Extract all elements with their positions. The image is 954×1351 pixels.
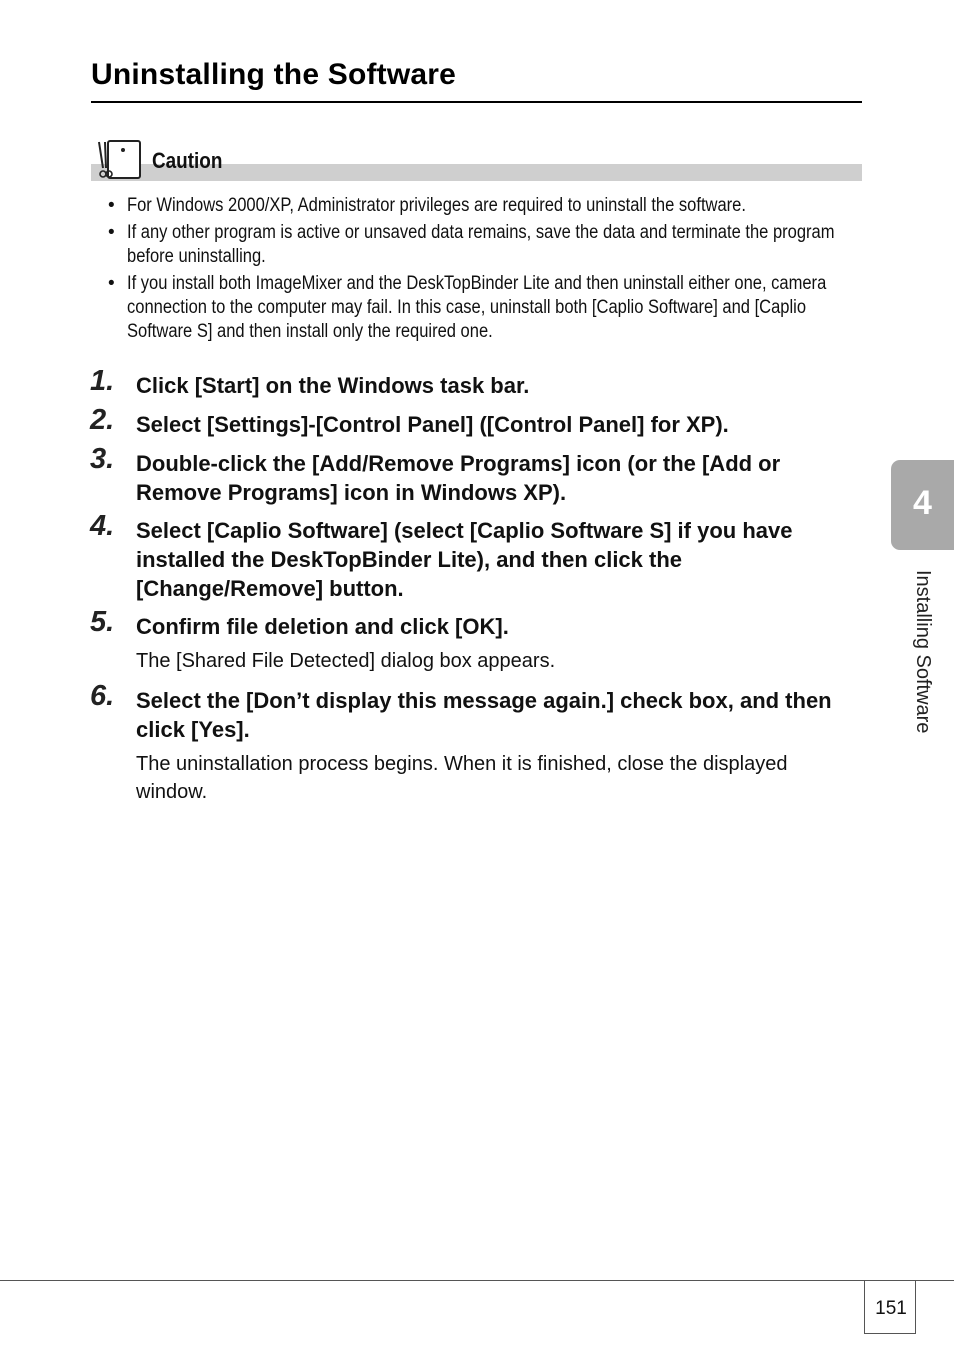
step-note: The [Shared File Detected] dialog box appears.: [136, 650, 556, 672]
step-note: The uninstallation process begins. When it is finished, close the displayed window.: [136, 753, 788, 803]
list-item: • If any other program is active or unsaved data remains, save the data and terminate the program before uninstalling.: [108, 222, 835, 267]
chapter-number: 4: [913, 484, 932, 522]
page-number-box: [864, 1280, 916, 1334]
step-number: 4.: [90, 510, 115, 542]
step-2: [90, 404, 860, 439]
step-text: Double-click the [Add/Remove Programs] icon (or the [Add or Remove Programs] icon in Windows XP).: [136, 451, 781, 505]
step-text: Select [Caplio Software] (select [Caplio Software S] if you have installed the DeskTopBinder Lite), and then click the [Change/Remove] button.: [136, 518, 793, 601]
step-3: [90, 443, 860, 507]
footer-rule: [0, 1280, 954, 1281]
step-number: 3.: [90, 443, 115, 475]
chapter-tab: [891, 460, 954, 550]
step-number: 1.: [90, 365, 115, 397]
step-text: Confirm file deletion and click [OK].: [136, 614, 509, 639]
step-1: [90, 365, 860, 400]
page-title: Uninstalling the Software: [91, 58, 457, 91]
chapter-label: Installing Software: [912, 570, 934, 734]
step-5: [90, 606, 860, 675]
title-underline: [91, 101, 862, 103]
list-item: • For Windows 2000/XP, Administrator privileges are required to uninstall the software.: [108, 195, 746, 216]
step-6: [90, 680, 860, 806]
caution-list: [106, 194, 866, 347]
page-number: 151: [875, 1298, 907, 1319]
caution-label: Caution: [152, 148, 223, 173]
caution-memo-icon: [93, 138, 143, 182]
step-number: 6.: [90, 680, 115, 712]
step-number: 5.: [90, 606, 115, 638]
step-4: [90, 510, 860, 603]
step-text: Select [Settings]-[Control Panel] ([Control Panel] for XP).: [136, 412, 729, 437]
step-text: Click [Start] on the Windows task bar.: [136, 373, 530, 398]
list-item: • If you install both ImageMixer and the DeskTopBinder Lite and then uninstall either one, camera connection to the computer may fail. In this case, uninstall both [Caplio Software] and [Caplio Software S] and then install only the required one.: [108, 273, 827, 342]
step-number: 2.: [90, 404, 115, 436]
step-text: Select the [Don’t display this message again.] check box, and then click [Yes].: [136, 688, 832, 742]
